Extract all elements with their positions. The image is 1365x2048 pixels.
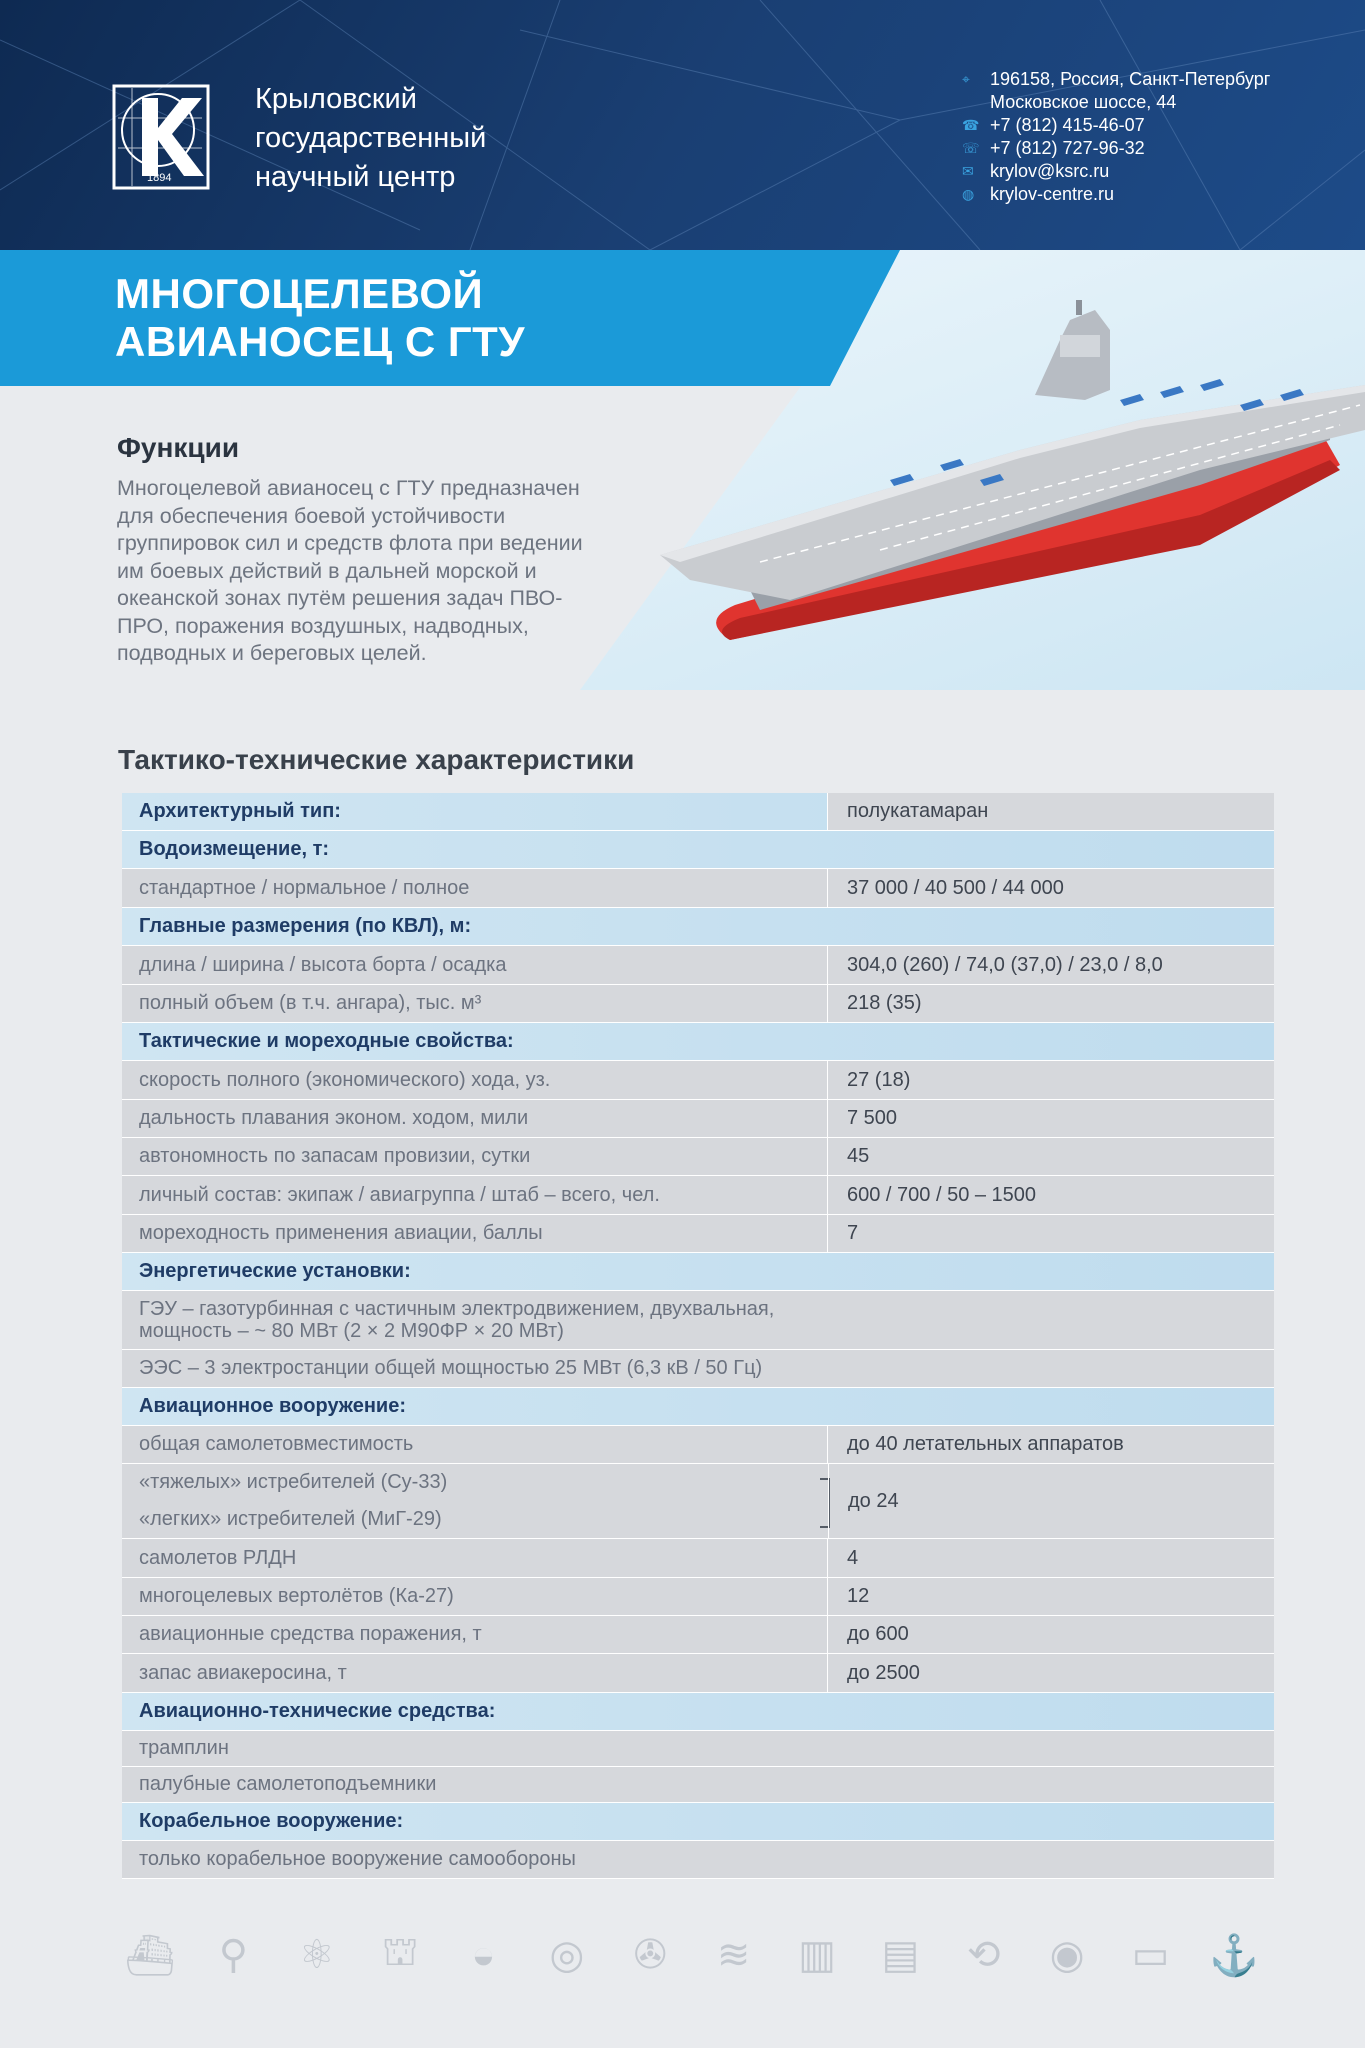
row-value: 27 (18) [827,1061,1274,1099]
contact-street [962,91,1270,114]
contact-text: 196158, Россия, Санкт-Петербург [990,69,1271,89]
table-row [122,1731,1274,1767]
table-row [122,1215,1274,1253]
table-section-header [122,908,1274,946]
chart-icon: ▥ [798,1933,836,1977]
row-label: личный состав: экипаж / авиагруппа / штаб – всего, чел. [139,1183,660,1206]
waves-icon: ≋ [716,1933,751,1977]
functions-text: Многоцелевой авианосец с ГТУ предназначен для обеспечения боевой устойчивости группировок сил и средств флота при ведении им боевых действий в дальней морской и океанской зонах путём решения задач ПВО-ПРО, поражения воздушных, надводных, подводных и береговых целей. [117,476,583,665]
table-section-header [122,1388,1274,1426]
email-icon: ✉ [962,163,974,179]
row-value: до 24 [828,1464,1274,1538]
section-label: Авиационно-технические средства: [139,1700,496,1722]
row-label: только корабельное вооружение самообороны [139,1848,576,1870]
table-row [122,1654,1274,1693]
row-value: 7 500 [827,1100,1274,1137]
row-label: самолетов РЛДН [139,1546,297,1569]
specs-table [122,793,1274,1879]
target-icon: ◎ [549,1933,585,1977]
location-pin-icon: ⌖ [962,71,970,87]
contact-text[interactable]: +7 (812) 727-96-32 [990,138,1145,158]
contact-website[interactable] [962,183,1270,206]
logo-year: 1894 [147,172,172,184]
contact-phone[interactable] [962,114,1270,137]
table-row [122,1616,1274,1654]
section-label: Главные размерения (по КВЛ), м: [139,915,472,937]
organization-name [255,80,486,197]
page-title [115,270,525,366]
table-section-header [122,1253,1274,1291]
link-icon: ⚲ [218,1933,249,1977]
table-row [122,1061,1274,1100]
row-value: 600 / 700 / 50 – 1500 [827,1176,1274,1214]
functions-heading: Функции [117,432,240,463]
title-line: АВИАНОСЕЦ С ГТУ [115,318,525,365]
contact-text[interactable]: krylov-centre.ru [990,184,1115,204]
row-label: ЭЭС – 3 электростанции общей мощностью 25 МВт (6,3 кВ / 50 Гц) [139,1357,763,1379]
row-label: длина / ширина / высота борта / осадка [139,953,507,976]
row-value: до 600 [827,1616,1274,1653]
table-row [122,1539,1274,1578]
row-label: скорость полного (экономического) хода, уз. [139,1068,551,1091]
phone-icon: ☎ [962,117,980,133]
table-row [122,1426,1274,1464]
table-row [122,1138,1274,1176]
title-line: МНОГОЦЕЛЕВОЙ [115,270,484,317]
contact-text[interactable]: krylov@ksrc.ru [990,161,1110,181]
row-label: авиационные средства поражения, т [139,1623,482,1645]
row-label: полный объем (в т.ч. ангара), тыс. м³ [139,992,482,1014]
specs-heading: Тактико-технические характеристики [118,744,635,775]
table-section-header [122,1693,1274,1731]
contact-text: Московское шоссе, 44 [990,92,1177,112]
fax-icon: ☏ [962,140,980,156]
monitor-icon: ▭ [1131,1933,1170,1977]
contacts-block [962,68,1270,206]
table-row [122,793,1274,831]
row-label: автономность по запасам провизии, сутки [139,1145,531,1167]
document-icon: ▤ [881,1933,920,1977]
row-label: Архитектурный тип: [139,800,341,822]
section-label: Водоизмещение, т: [139,838,330,860]
row-value: 218 (35) [827,985,1274,1022]
organization-name-line: научный центр [255,161,456,193]
table-row [122,1100,1274,1138]
atom-icon: ⚛ [298,1933,335,1977]
table-row [122,1350,1274,1388]
table-row [122,1176,1274,1215]
row-value: 304,0 (260) / 74,0 (37,0) / 23,0 / 8,0 [827,946,1274,984]
row-label: общая самолетовместимость [139,1433,414,1455]
propeller-icon: ✇ [633,1933,667,1977]
table-row [122,1578,1274,1616]
row-value: 45 [827,1138,1274,1175]
row-value: до 40 летательных аппаратов [827,1426,1274,1463]
section-label: Авиационное вооружение: [139,1395,407,1417]
row-label: палубные самолетоподъемники [139,1773,437,1795]
row-label: многоцелевых вертолётов (Ка-27) [139,1585,454,1607]
row-label: запас авиакеросина, т [139,1661,347,1684]
row-value: 37 000 / 40 500 / 44 000 [827,869,1274,907]
table-section-header [122,831,1274,869]
organization-name-line: государственный [255,122,487,154]
hull-icon: ◒ [471,1932,496,1977]
contact-fax[interactable] [962,137,1270,160]
table-section-header [122,1023,1274,1061]
row-value: до 2500 [827,1654,1274,1692]
spacer [962,91,990,114]
row-value: 12 [827,1578,1274,1615]
table-row [122,985,1274,1023]
table-row-pair [122,1464,1274,1539]
energy-icon: ⟲ [966,1933,1001,1977]
row-label: «тяжелых» истребителей (Су-33) [139,1471,448,1493]
table-row [122,869,1274,908]
row-value: 7 [827,1215,1274,1252]
row-label: стандартное / нормальное / полное [139,876,470,899]
row-value: полукатамаран [827,793,1274,830]
row-label: дальность плавания эконом. ходом, мили [139,1107,529,1129]
sensor-icon: ◉ [1049,1933,1085,1977]
contact-text[interactable]: +7 (812) 415-46-07 [990,115,1145,135]
table-row [122,946,1274,985]
table-row [122,1841,1274,1879]
row-label: ГЭУ – газотурбинная с частичным электродвижением, двухвальная, мощность – ~ 80 МВт (2 × 2 М90ФР × 20 МВт) [139,1298,775,1342]
table-row [122,1767,1274,1803]
table-row [122,1291,1274,1350]
row-label: «легких» истребителей (МиГ-29) [139,1508,442,1530]
table-section-header [122,1803,1274,1841]
row-value: 4 [827,1539,1274,1577]
vessel-icon: ⚓ [1208,1933,1259,1978]
contact-address [962,68,1270,91]
contact-email[interactable] [962,160,1270,183]
section-label: Тактические и мореходные свойства: [139,1030,514,1052]
platform-icon: ⛫ [381,1930,419,1974]
organization-name-line: Крыловский [255,83,417,115]
row-label: трамплин [139,1737,229,1759]
section-label: Энергетические установки: [139,1260,411,1282]
header [0,0,1365,250]
globe-icon: ◍ [962,186,975,202]
section-label: Корабельное вооружение: [139,1810,404,1832]
footer-icon-strip [122,1925,1262,1985]
ship-icon: ⛴ [124,1933,176,1978]
row-label: мореходность применения авиации, баллы [139,1222,543,1244]
